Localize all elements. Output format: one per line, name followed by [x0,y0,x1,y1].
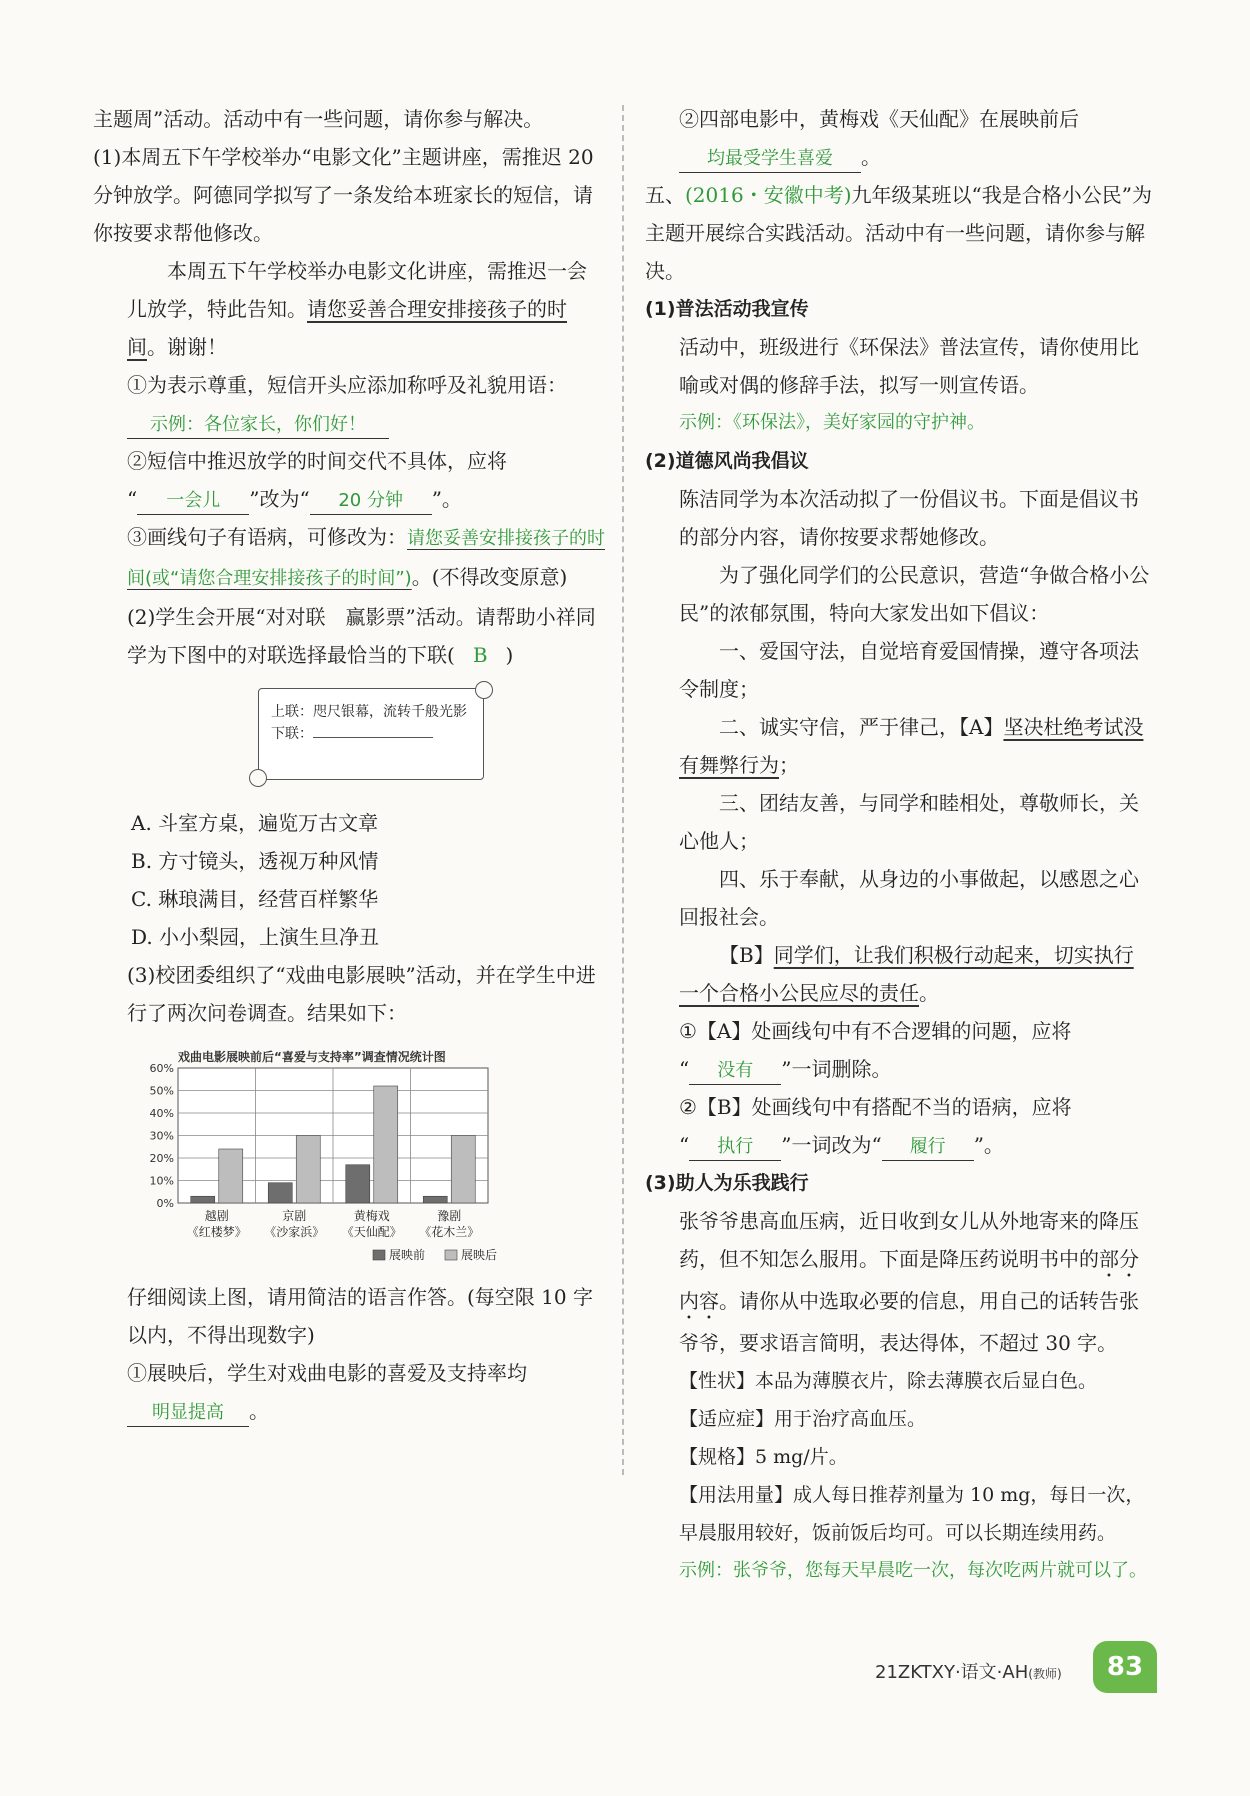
chart-y-tick-label: 20% [149,1152,174,1165]
medicine-dosage: 【用法用量】成人每日推荐剂量为 10 mg，每日一次，早晨服用较好，饭前饭后均可。可以长期连续用药。 [679,1484,1145,1544]
proposal-underline-b: 同学们，让我们积极行动起来，切实执行一个合格小公民应尽的责任 [679,943,1134,1005]
couplet-scroll [93,688,605,798]
chart-x-subtitle: 《花木兰》 [419,1225,480,1239]
proposal-item-2: 二、诚实守信，严于律己，【A】坚决杜绝考试没有舞弊行为； [679,715,1144,777]
chart-legend-swatch [373,1250,385,1260]
chart-y-tick-label: 0% [156,1197,174,1210]
right-column [645,100,1153,1590]
sms-underlined-sentence: 请您妥善合理安排接孩子的时间 [127,297,567,359]
option-b: B. 方寸镜头，透视万种风情 [131,849,379,873]
question-1-2-line: “ 一会儿 ”改为“ 20 分钟 ”。 [93,480,605,518]
option-c: C. 琳琅满目，经营百样繁华 [131,887,379,911]
question-2-text: (2)学生会开展“对对联 赢影票”活动。请帮助小祥同学为下图中的对联选择最恰当的下联( B ) [127,605,596,667]
chart-bar [374,1086,398,1203]
chart-x-tick-label: 黄梅戏 [353,1209,390,1223]
proposal-underline-a: 坚决杜绝考试没有舞弊行为 [679,715,1144,777]
page-number: 83 [1093,1641,1157,1693]
section-2-heading: (2)道德风尚我倡议 [645,450,809,472]
section-3-emphasis: 部分内容 [679,1247,1139,1313]
chart-x-tick-label: 越剧 [204,1209,229,1223]
column-divider [622,105,624,1475]
answer-3-1: 明显提高 [127,1400,249,1427]
question-3-1: ①展映后，学生对戏曲电影的喜爱及支持率均明显提高 。 [93,1354,605,1430]
section-1-text: 活动中，班级进行《环保法》普法宣传，请你使用比喻或对偶的修辞手法，拟写一则宣传语。 [679,335,1139,397]
answer-1-2-original: 一会儿 [137,488,249,515]
chart-bar [191,1196,215,1203]
chart-legend-label: 展映前 [389,1248,426,1262]
answer-3-2: 均最受学生喜爱 [679,146,861,173]
chart-y-tick-label: 10% [149,1174,174,1188]
couplet-blank [313,737,433,738]
medicine-property: 【性状】本品为薄膜衣片，除去薄膜衣后显白色。 [679,1370,1098,1392]
section-3-answer: 示例：张爷爷，您每天早晨吃一次，每次吃两片就可以了。 [679,1560,1147,1581]
chart-bar [423,1196,447,1203]
question-1-3: ③画线句子有语病，可修改为：请您妥善安排接孩子的时间(或“请您合理安排接孩子的时间”)。(不得改变原意) [127,525,605,589]
answer-1-3: 请您妥善安排接孩子的时间(或“请您合理安排接孩子的时间”) [127,528,605,589]
section-2-question-1-line: “ 没有 ”一词删除。 [645,1050,1153,1088]
proposal-intro: 为了强化同学们的公民意识，营造“争做合格小公民”的浓郁氛围，特向大家发出如下倡议： [679,563,1150,625]
question-3-text: (3)校团委组织了“戏曲电影展映”活动，并在学生中进行了两次问卷调查。结果如下： [127,963,596,1025]
couplet-scroll-box [258,688,484,780]
section-3-text: 张爷爷患高血压病，近日收到女儿从外地寄来的降压药，但不知怎么服用。下面是降压药说明书中的部分内容。请你从中选取必要的信息，用自己的话转告张爷爷，要求语言简明，表达得体，不超过 30 字。 [679,1209,1139,1355]
option-a: A. 斗室方桌，遍览万古文章 [131,811,379,835]
chart-bar [219,1149,243,1203]
chart-x-subtitle: 《沙家浜》 [264,1225,325,1239]
answer-2: B [472,643,488,667]
tag-b: 【B】 [719,943,774,967]
section-2-text: 陈洁同学为本次活动拟了一份倡议书。下面是倡议书的部分内容，请你按要求帮她修改。 [679,487,1139,549]
answer-s2-1: 没有 [689,1058,781,1085]
answer-s2-2-original: 执行 [689,1134,781,1161]
proposal-item-4: 四、乐于奉献，从身边的小事做起，以感恩之心回报社会。 [679,867,1139,929]
couplet-upper: 上联：咫尺银幕，流转千般光影 [271,704,467,720]
proposal-item-3: 三、团结友善，与同学和睦相处，尊敬师长，关心他人； [679,791,1139,853]
section-2-question-1: ①【A】处画线句中有不合逻辑的问题，应将 [679,1019,1072,1043]
section-2-question-2: ②【B】处画线句中有搭配不当的语病，应将 [679,1095,1072,1119]
section-1-heading: (1)普法活动我宣传 [645,298,809,320]
chart-legend-label: 展映后 [461,1248,498,1262]
question-5-text: 五、(2016・安徽中考)九年级某班以“我是合格小公民”为主题开展综合实践活动。活动中有一些问题，请你参与解决。 [645,183,1152,283]
chart-x-tick-label: 豫剧 [437,1209,462,1223]
chart-title: 戏曲电影展映前后“喜爱与支持率”调查情况统计图 [178,1050,446,1064]
answer-s2-2-replacement: 履行 [882,1134,974,1161]
proposal-item-5: 【B】同学们，让我们积极行动起来，切实执行一个合格小公民应尽的责任。 [679,943,1134,1005]
sms-text: 本周五下午学校举办电影文化讲座，需推迟一会儿放学，特此告知。请您妥善合理安排接孩子的时间。谢谢！ [127,259,587,359]
answer-1-1: 示例：各位家长，你们好！ [127,412,389,439]
medicine-spec: 【规格】5 mg/片。 [679,1446,848,1468]
question-3-2: ②四部电影中，黄梅戏《天仙配》在展映前后均最受学生喜爱 。 [645,100,1153,176]
chart-y-tick-label: 30% [149,1129,174,1143]
chart-bar [296,1136,320,1204]
answer-1-2-replacement: 20 分钟 [310,488,432,515]
chart-y-tick-label: 40% [149,1107,174,1120]
chart-x-tick-label: 京剧 [282,1209,307,1223]
chart-y-tick-label: 60% [149,1062,174,1075]
intro-text: 主题周”活动。活动中有一些问题，请你参与解决。 [93,107,544,131]
chart-x-subtitle: 《天仙配》 [341,1225,402,1239]
chart-legend-swatch [445,1250,457,1260]
question-5-source: (2016・安徽中考) [685,183,852,207]
section-1-answer: 示例：《环保法》，美好家园的守护神。 [679,412,985,433]
chart-bar [451,1136,475,1204]
bar-chart [128,1038,548,1268]
medicine-indication: 【适应症】用于治疗高血压。 [679,1408,927,1430]
question-3-instruction: 仔细阅读上图，请用简洁的语言作答。(每空限 10 字以内，不得出现数字) [127,1285,593,1347]
chart-bar [346,1165,370,1203]
chart-x-subtitle: 《红楼梦》 [186,1225,247,1239]
book-code: 21ZKTXY·语文·AH(教师) [875,1662,1062,1683]
option-d: D. 小小梨园，上演生旦净丑 [131,925,380,949]
question-1-2: ②短信中推迟放学的时间交代不具体，应将 [127,449,507,473]
section-2-question-2-line: “ 执行 ”一词改为“ 履行 ”。 [645,1126,1153,1164]
couplet-lower: 下联： [271,723,483,745]
proposal-item-1: 一、爱国守法，自觉培育爱国情操，遵守各项法令制度； [679,639,1139,701]
left-column [93,100,605,1430]
chart-bar [268,1183,292,1203]
section-3-heading: (3)助人为乐我践行 [645,1172,809,1194]
question-1-text: (1)本周五下午学校举办“电影文化”主题讲座，需推迟 20 分钟放学。阿德同学拟写了一条发给本班家长的短信，请你按要求帮他修改。 [93,145,594,245]
chart-y-tick-label: 50% [149,1084,174,1098]
tag-a: 【A】 [959,715,1004,739]
question-1-1: ①为表示尊重，短信开头应添加称呼及礼貌用语： [127,373,567,397]
